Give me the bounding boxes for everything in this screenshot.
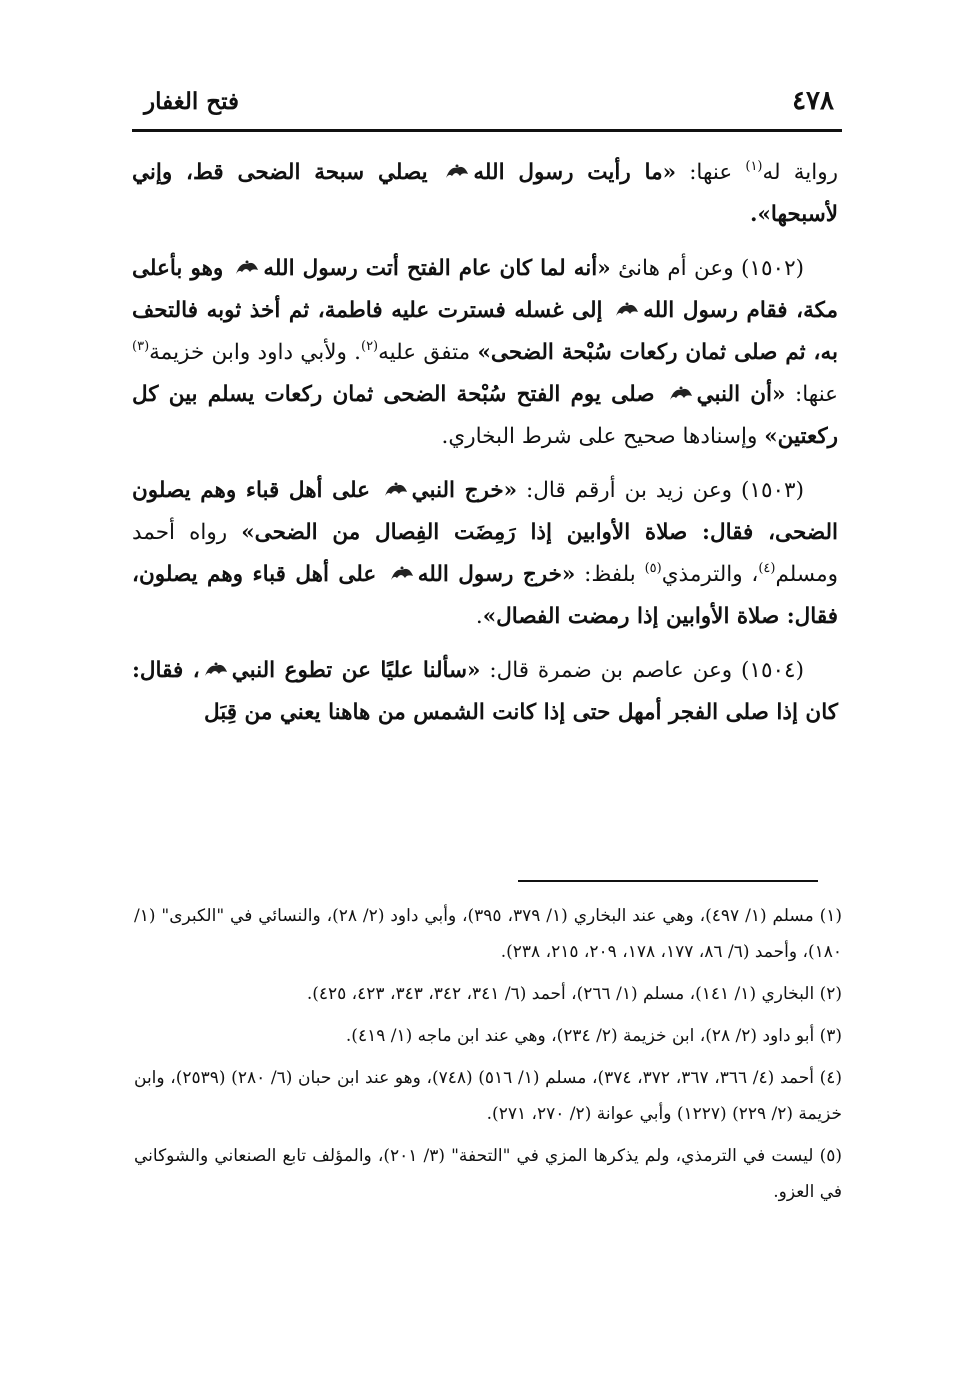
- hadith-1502: [132, 248, 838, 458]
- footnote-ref-2[interactable]: (٢): [360, 339, 379, 354]
- salutation-seal-icon: [614, 300, 640, 320]
- hadith-quote: صلى يوم الفتح سُبْحة الضحى ثمان ركعات يسلم بين كل ركعتين»: [132, 382, 838, 449]
- text: متفق عليه: [378, 340, 478, 365]
- salutation-seal-icon: [389, 564, 415, 584]
- text: رواية له: [762, 160, 838, 185]
- footnote-ref-3[interactable]: (٣): [132, 339, 150, 354]
- text: وعن أم هانئ: [610, 256, 742, 281]
- header-rule: [132, 129, 842, 132]
- text: بلفظ:: [575, 562, 645, 587]
- hadith-quote: على أهل قباء وهم يصلون، فقال: صلاة الأوابين إذا رمضت الفصال»: [132, 562, 838, 629]
- hadith-quote: وهو بأعلى مكة، فقام رسول الله: [132, 256, 838, 323]
- hadith-1503: [132, 470, 838, 638]
- text: عنها:: [785, 382, 839, 407]
- text: . ولأبي داود وابن خزيمة: [149, 340, 361, 365]
- hadith-number: (١٥٠٤): [741, 658, 804, 683]
- text: وإسنادها صحيح على شرط البخاري.: [441, 424, 765, 449]
- paragraph-continuation: [132, 152, 838, 236]
- page-header: [132, 84, 842, 126]
- hadith-quote: «خرج رسول الله: [417, 562, 576, 587]
- footnote-1: (١) مسلم (١/ ٤٩٧)، وهي عند البخاري (١/ ٣٧٩، ٣٩٥)، وأبي داود (٢/ ٢٨)، والنسائي في "الكبرى" (١/ ١٨٠)، وأحمد (٦/ ٨٦، ١٧٧، ١٧٨، ٢٠٩، ٢١٥، ٢٣٨).: [134, 906, 843, 962]
- hadith-quote: «سألنا عليًا عن تطوع النبي: [231, 658, 481, 683]
- salutation-seal-icon: [203, 660, 229, 680]
- footnote-2: (٢) البخاري (١/ ١٤١)، مسلم (١/ ٢٦٦)، أحمد (٦/ ٣٤١، ٣٤٢، ٣٤٣، ٤٢٣، ٤٢٥).: [306, 984, 842, 1004]
- hadith-quote: ، فقال: كان إذا صلى الفجر أمهل حتى إذا كانت الشمس من هاهنا يعني من قِبَل: [132, 658, 838, 725]
- hadith-quote: «ما رأيت رسول الله: [473, 160, 677, 185]
- footnote-separator: [518, 880, 818, 882]
- hadith-number: (١٥٠٣): [741, 478, 804, 503]
- text: وعن زيد بن أرقم قال:: [517, 478, 742, 503]
- footnote-ref-1[interactable]: (١): [745, 159, 763, 174]
- hadith-quote: «أنه لما كان عام الفتح أتت رسول الله: [263, 256, 611, 281]
- hadith-1504: [132, 650, 838, 734]
- text: .: [475, 604, 483, 629]
- text: رواه أحمد ومسلم: [132, 520, 838, 587]
- salutation-seal-icon: [234, 258, 260, 278]
- salutation-seal-icon: [668, 384, 694, 404]
- salutation-seal-icon: [444, 162, 470, 182]
- main-text: [132, 152, 838, 746]
- page-number: ٤٧٨: [792, 86, 834, 116]
- running-title: فتح الغفار: [144, 88, 240, 115]
- hadith-number: (١٥٠٢): [741, 256, 805, 281]
- footnote-ref-5[interactable]: (٥): [644, 561, 662, 576]
- hadith-quote: «أن النبي: [696, 382, 786, 407]
- hadith-quote: إلى غسله فسترت عليه فاطمة، ثم أخذ ثوبه فالتحف به، ثم صلى ثمان ركعات سُبْحة الضحى»: [132, 298, 838, 365]
- footnote-4: (٤) أحمد (٤/ ٣٦٦، ٣٦٧، ٣٧٢، ٣٧٤)، مسلم (١/ ٥١٦) (٧٤٨)، وهو عند ابن حبان (٦/ ٢٨٠) (٢٥٣٩)، وابن خزيمة (٢/ ٢٢٩) (١٢٢٧) وأبي عوانة (٢/ ٢٧٠، ٢٧١).: [134, 1068, 842, 1124]
- salutation-seal-icon: [383, 480, 409, 500]
- text: وعن عاصم بن ضمرة قال:: [480, 658, 742, 683]
- text: عنها:: [676, 160, 746, 185]
- footnote-ref-4[interactable]: (٤): [758, 561, 776, 576]
- hadith-quote: يصلي سبحة الضحى قط، وإني لأسبحها».: [132, 160, 838, 227]
- footnote-3: (٣) أبو داود (٢/ ٢٨)، ابن خزيمة (٢/ ٢٣٤)، وهي عند ابن ماجه (١/ ٤١٩).: [345, 1026, 842, 1046]
- footnotes: [134, 898, 842, 1216]
- hadith-quote: على أهل قباء وهم يصلون الضحى، فقال: صلاة الأوابين إذا رَمِضَت الفِصال من الضحى»: [132, 478, 838, 545]
- text: ، والترمذي: [661, 562, 759, 587]
- hadith-quote: «خرج النبي: [411, 478, 518, 503]
- footnote-5: (٥) ليست في الترمذي، ولم يذكرها المزي في "التحفة" (٣/ ٢٠١)، والمؤلف تابع الصنعاني والشوكاني في العزو.: [134, 1146, 842, 1202]
